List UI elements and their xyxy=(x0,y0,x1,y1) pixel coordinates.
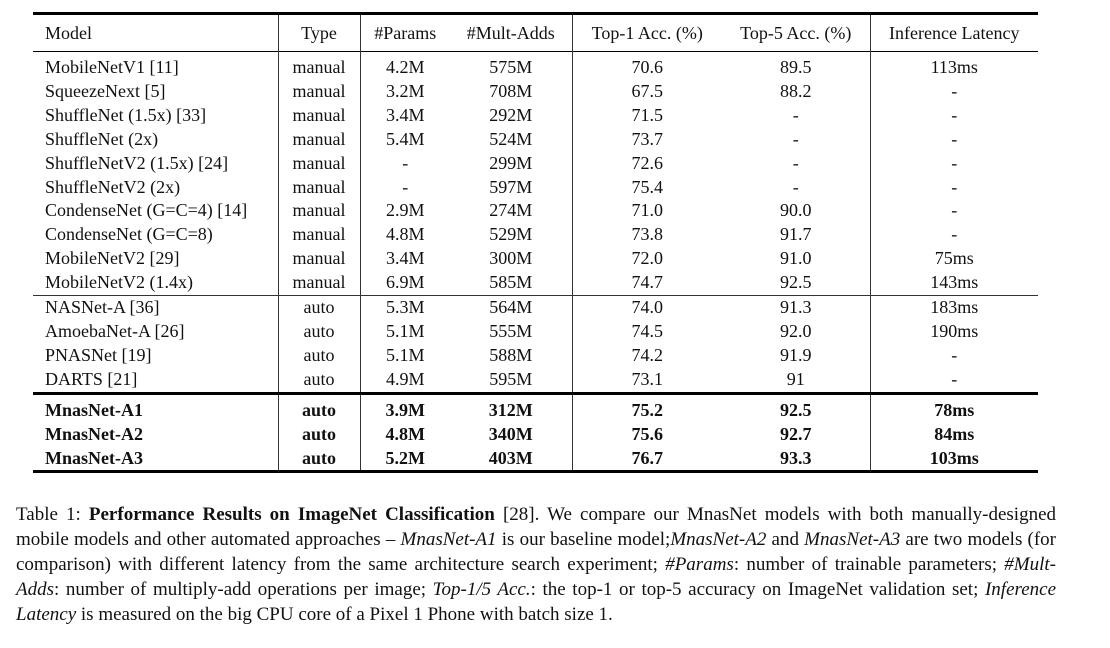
cell-top1-acc: 67.5 xyxy=(572,80,722,104)
cell-type: auto xyxy=(278,447,360,472)
caption-term: Inference Latency xyxy=(16,579,1056,625)
manual-models-group xyxy=(33,52,1038,296)
results-table xyxy=(33,12,1038,473)
cell-top5-acc: 92.0 xyxy=(780,320,812,341)
cell-latency: - xyxy=(870,128,1038,152)
cell-top1-acc: 74.5 xyxy=(572,320,722,344)
cell-top5-acc: 92.5 xyxy=(780,272,812,293)
cell-top1-acc: 73.1 xyxy=(572,368,722,393)
cell-latency: - xyxy=(870,223,1038,247)
table-row xyxy=(33,52,1038,80)
cell-mult-adds: 312M xyxy=(488,399,533,420)
cell-latency: 78ms xyxy=(870,393,1038,422)
cell-top1-acc: 72.0 xyxy=(572,247,722,271)
cell-model: CondenseNet (G=C=8) xyxy=(45,224,213,245)
caption-text: is our baseline model; xyxy=(496,529,671,550)
caption-text: are two models (for comparison) with different latency from the same architecture search experiment; xyxy=(16,529,1057,575)
cell-top5-acc: 88.2 xyxy=(780,80,812,101)
cell-type: auto xyxy=(278,423,360,447)
cell-top5-acc: 91.9 xyxy=(780,344,812,365)
cell-mult-adds: 585M xyxy=(489,272,533,293)
table-caption xyxy=(16,502,1056,627)
cell-params: 5.1M xyxy=(360,320,450,344)
cell-top1-acc: 70.6 xyxy=(572,52,722,80)
table-row xyxy=(33,344,1038,368)
cell-top5-acc: 90.0 xyxy=(780,200,812,221)
header-params: #Params xyxy=(360,14,450,52)
table-row xyxy=(33,199,1038,223)
header-latency: Inference Latency xyxy=(870,14,1038,52)
caption-text: : number of trainable parameters; xyxy=(733,554,1005,575)
table-row xyxy=(33,296,1038,320)
header-type: Type xyxy=(278,14,360,52)
cell-params: 3.4M xyxy=(360,104,450,128)
cell-model: CondenseNet (G=C=4) [14] xyxy=(45,200,248,221)
results-table-container xyxy=(33,12,1038,473)
cell-params: 2.9M xyxy=(360,199,450,223)
cell-params: 3.2M xyxy=(360,80,450,104)
table-header xyxy=(33,14,1038,52)
cell-model: SqueezeNext [5] xyxy=(45,80,166,101)
cell-latency: 75ms xyxy=(870,247,1038,271)
cell-params: 4.8M xyxy=(360,223,450,247)
caption-text: and xyxy=(766,529,805,550)
cell-type: manual xyxy=(278,52,360,80)
cell-params: 6.9M xyxy=(360,271,450,295)
cell-top5-acc: - xyxy=(792,104,799,125)
cell-model: MobileNetV1 [11] xyxy=(45,57,179,77)
header-top1-acc: Top-1 Acc. (%) xyxy=(572,14,722,52)
cell-top1-acc: 75.6 xyxy=(572,423,722,447)
cell-top1-acc: 74.7 xyxy=(572,271,722,295)
cell-top1-acc: 76.7 xyxy=(572,447,722,472)
cell-top5-acc: 91.7 xyxy=(780,224,812,245)
cell-params: 5.3M xyxy=(360,296,450,320)
cell-params: 5.1M xyxy=(360,344,450,368)
cell-type: auto xyxy=(278,344,360,368)
cell-top5-acc: 91.3 xyxy=(780,297,812,318)
cell-top5-acc: - xyxy=(792,152,799,173)
cell-type: auto xyxy=(278,393,360,422)
cell-top5-acc: 93.3 xyxy=(780,447,812,468)
cell-top5-acc: 92.7 xyxy=(780,423,812,444)
header-row xyxy=(33,14,1038,52)
caption-term: #Params xyxy=(665,554,734,575)
table-row xyxy=(33,423,1038,447)
cell-model: MobileNetV2 (1.4x) xyxy=(45,272,193,293)
table-row xyxy=(33,368,1038,393)
cell-mult-adds: 274M xyxy=(489,200,533,221)
caption-label: Table 1: xyxy=(16,504,89,525)
table-row xyxy=(33,104,1038,128)
cell-latency: - xyxy=(870,104,1038,128)
cell-params: 5.4M xyxy=(360,128,450,152)
table-row xyxy=(33,320,1038,344)
cell-latency: - xyxy=(870,199,1038,223)
cell-latency: 143ms xyxy=(870,271,1038,295)
cell-model: MnasNet-A3 xyxy=(45,447,143,468)
cell-top1-acc: 73.8 xyxy=(572,223,722,247)
cell-mult-adds: 588M xyxy=(489,344,533,365)
cell-type: manual xyxy=(278,80,360,104)
cell-type: manual xyxy=(278,128,360,152)
cell-type: manual xyxy=(278,271,360,295)
caption-term: #Mult-Adds xyxy=(16,554,1056,600)
cell-mult-adds: 595M xyxy=(489,368,533,389)
cell-type: manual xyxy=(278,199,360,223)
table-row xyxy=(33,128,1038,152)
table-row xyxy=(33,176,1038,200)
cell-type: auto xyxy=(278,296,360,320)
caption-text: [28]. We compare our MnasNet models with both manually-designed mobile models and other automated approaches – xyxy=(16,504,1056,550)
cell-model: PNASNet [19] xyxy=(45,344,152,365)
cell-type: manual xyxy=(278,104,360,128)
header-top5-acc: Top-5 Acc. (%) xyxy=(740,22,852,43)
cell-top1-acc: 75.4 xyxy=(572,176,722,200)
cell-top5-acc: 91 xyxy=(786,368,805,389)
cell-params: - xyxy=(360,176,450,200)
cell-model: DARTS [21] xyxy=(45,368,138,389)
caption-term: Top-1/5 Acc. xyxy=(432,579,531,600)
caption-text: : number of multiply-add operations per image; xyxy=(54,579,433,600)
cell-top5-acc: 92.5 xyxy=(780,399,812,420)
cell-top1-acc: 71.5 xyxy=(572,104,722,128)
table-row xyxy=(33,271,1038,295)
mnasnet-models-group xyxy=(33,393,1038,472)
header-mult-adds: #Mult-Adds xyxy=(466,22,555,43)
cell-params: 5.2M xyxy=(360,447,450,472)
table-row xyxy=(33,247,1038,271)
table-row xyxy=(33,393,1038,422)
cell-top1-acc: 72.6 xyxy=(572,152,722,176)
cell-mult-adds: 292M xyxy=(489,104,533,125)
cell-latency: 190ms xyxy=(870,320,1038,344)
cell-params: 3.4M xyxy=(360,247,450,271)
cell-type: manual xyxy=(278,176,360,200)
cell-latency: 103ms xyxy=(870,447,1038,472)
cell-top5-acc: 89.5 xyxy=(780,57,812,77)
cell-model: ShuffleNetV2 (1.5x) [24] xyxy=(45,152,229,173)
cell-top1-acc: 73.7 xyxy=(572,128,722,152)
caption-term: MnasNet-A2 xyxy=(670,529,767,550)
cell-latency: - xyxy=(870,80,1038,104)
cell-top1-acc: 75.2 xyxy=(572,393,722,422)
cell-mult-adds: 529M xyxy=(489,224,533,245)
cell-mult-adds: 564M xyxy=(489,297,533,318)
cell-top5-acc: 91.0 xyxy=(780,248,812,269)
cell-top5-acc: - xyxy=(792,128,799,149)
cell-type: manual xyxy=(278,223,360,247)
cell-model: ShuffleNet (2x) xyxy=(45,128,159,149)
cell-model: NASNet-A [36] xyxy=(45,297,160,318)
table-row xyxy=(33,152,1038,176)
cell-params: 4.8M xyxy=(360,423,450,447)
cell-params: - xyxy=(360,152,450,176)
cell-type: manual xyxy=(278,247,360,271)
cell-latency: 183ms xyxy=(870,296,1038,320)
cell-mult-adds: 300M xyxy=(489,248,533,269)
cell-top5-acc: - xyxy=(792,176,799,197)
cell-top1-acc: 74.0 xyxy=(572,296,722,320)
cell-mult-adds: 299M xyxy=(489,152,533,173)
cell-model: ShuffleNetV2 (2x) xyxy=(45,176,181,197)
caption-title: Performance Results on ImageNet Classification xyxy=(88,504,495,525)
caption-text: is measured on the big CPU core of a Pixel 1 Phone with batch size 1. xyxy=(76,604,613,625)
cell-mult-adds: 555M xyxy=(489,320,533,341)
cell-latency: - xyxy=(870,176,1038,200)
cell-model: MnasNet-A1 xyxy=(45,399,143,420)
cell-model: AmoebaNet-A [26] xyxy=(45,320,185,341)
cell-top1-acc: 71.0 xyxy=(572,199,722,223)
cell-latency: - xyxy=(870,344,1038,368)
table-row xyxy=(33,80,1038,104)
auto-models-group xyxy=(33,296,1038,394)
cell-latency: 84ms xyxy=(870,423,1038,447)
cell-params: 4.9M xyxy=(360,368,450,393)
cell-mult-adds: 575M xyxy=(489,57,533,77)
caption-text: : the top-1 or top-5 accuracy on ImageNet validation set; xyxy=(530,579,985,600)
cell-mult-adds: 403M xyxy=(488,447,533,468)
header-model: Model xyxy=(45,22,92,43)
cell-type: manual xyxy=(278,152,360,176)
cell-type: auto xyxy=(278,368,360,393)
cell-params: 4.2M xyxy=(360,52,450,80)
cell-params: 3.9M xyxy=(360,393,450,422)
table-row xyxy=(33,223,1038,247)
cell-top1-acc: 74.2 xyxy=(572,344,722,368)
cell-model: MnasNet-A2 xyxy=(45,423,143,444)
cell-model: ShuffleNet (1.5x) [33] xyxy=(45,104,207,125)
caption-term: MnasNet-A3 xyxy=(804,529,901,550)
cell-mult-adds: 340M xyxy=(488,423,533,444)
cell-latency: - xyxy=(870,368,1038,393)
cell-latency: - xyxy=(870,152,1038,176)
cell-type: auto xyxy=(278,320,360,344)
cell-mult-adds: 708M xyxy=(489,80,533,101)
caption-term: MnasNet-A1 xyxy=(400,529,497,550)
table-row xyxy=(33,447,1038,472)
cell-mult-adds: 597M xyxy=(489,176,533,197)
cell-mult-adds: 524M xyxy=(489,128,533,149)
cell-latency: 113ms xyxy=(870,52,1038,80)
cell-model: MobileNetV2 [29] xyxy=(45,248,180,269)
